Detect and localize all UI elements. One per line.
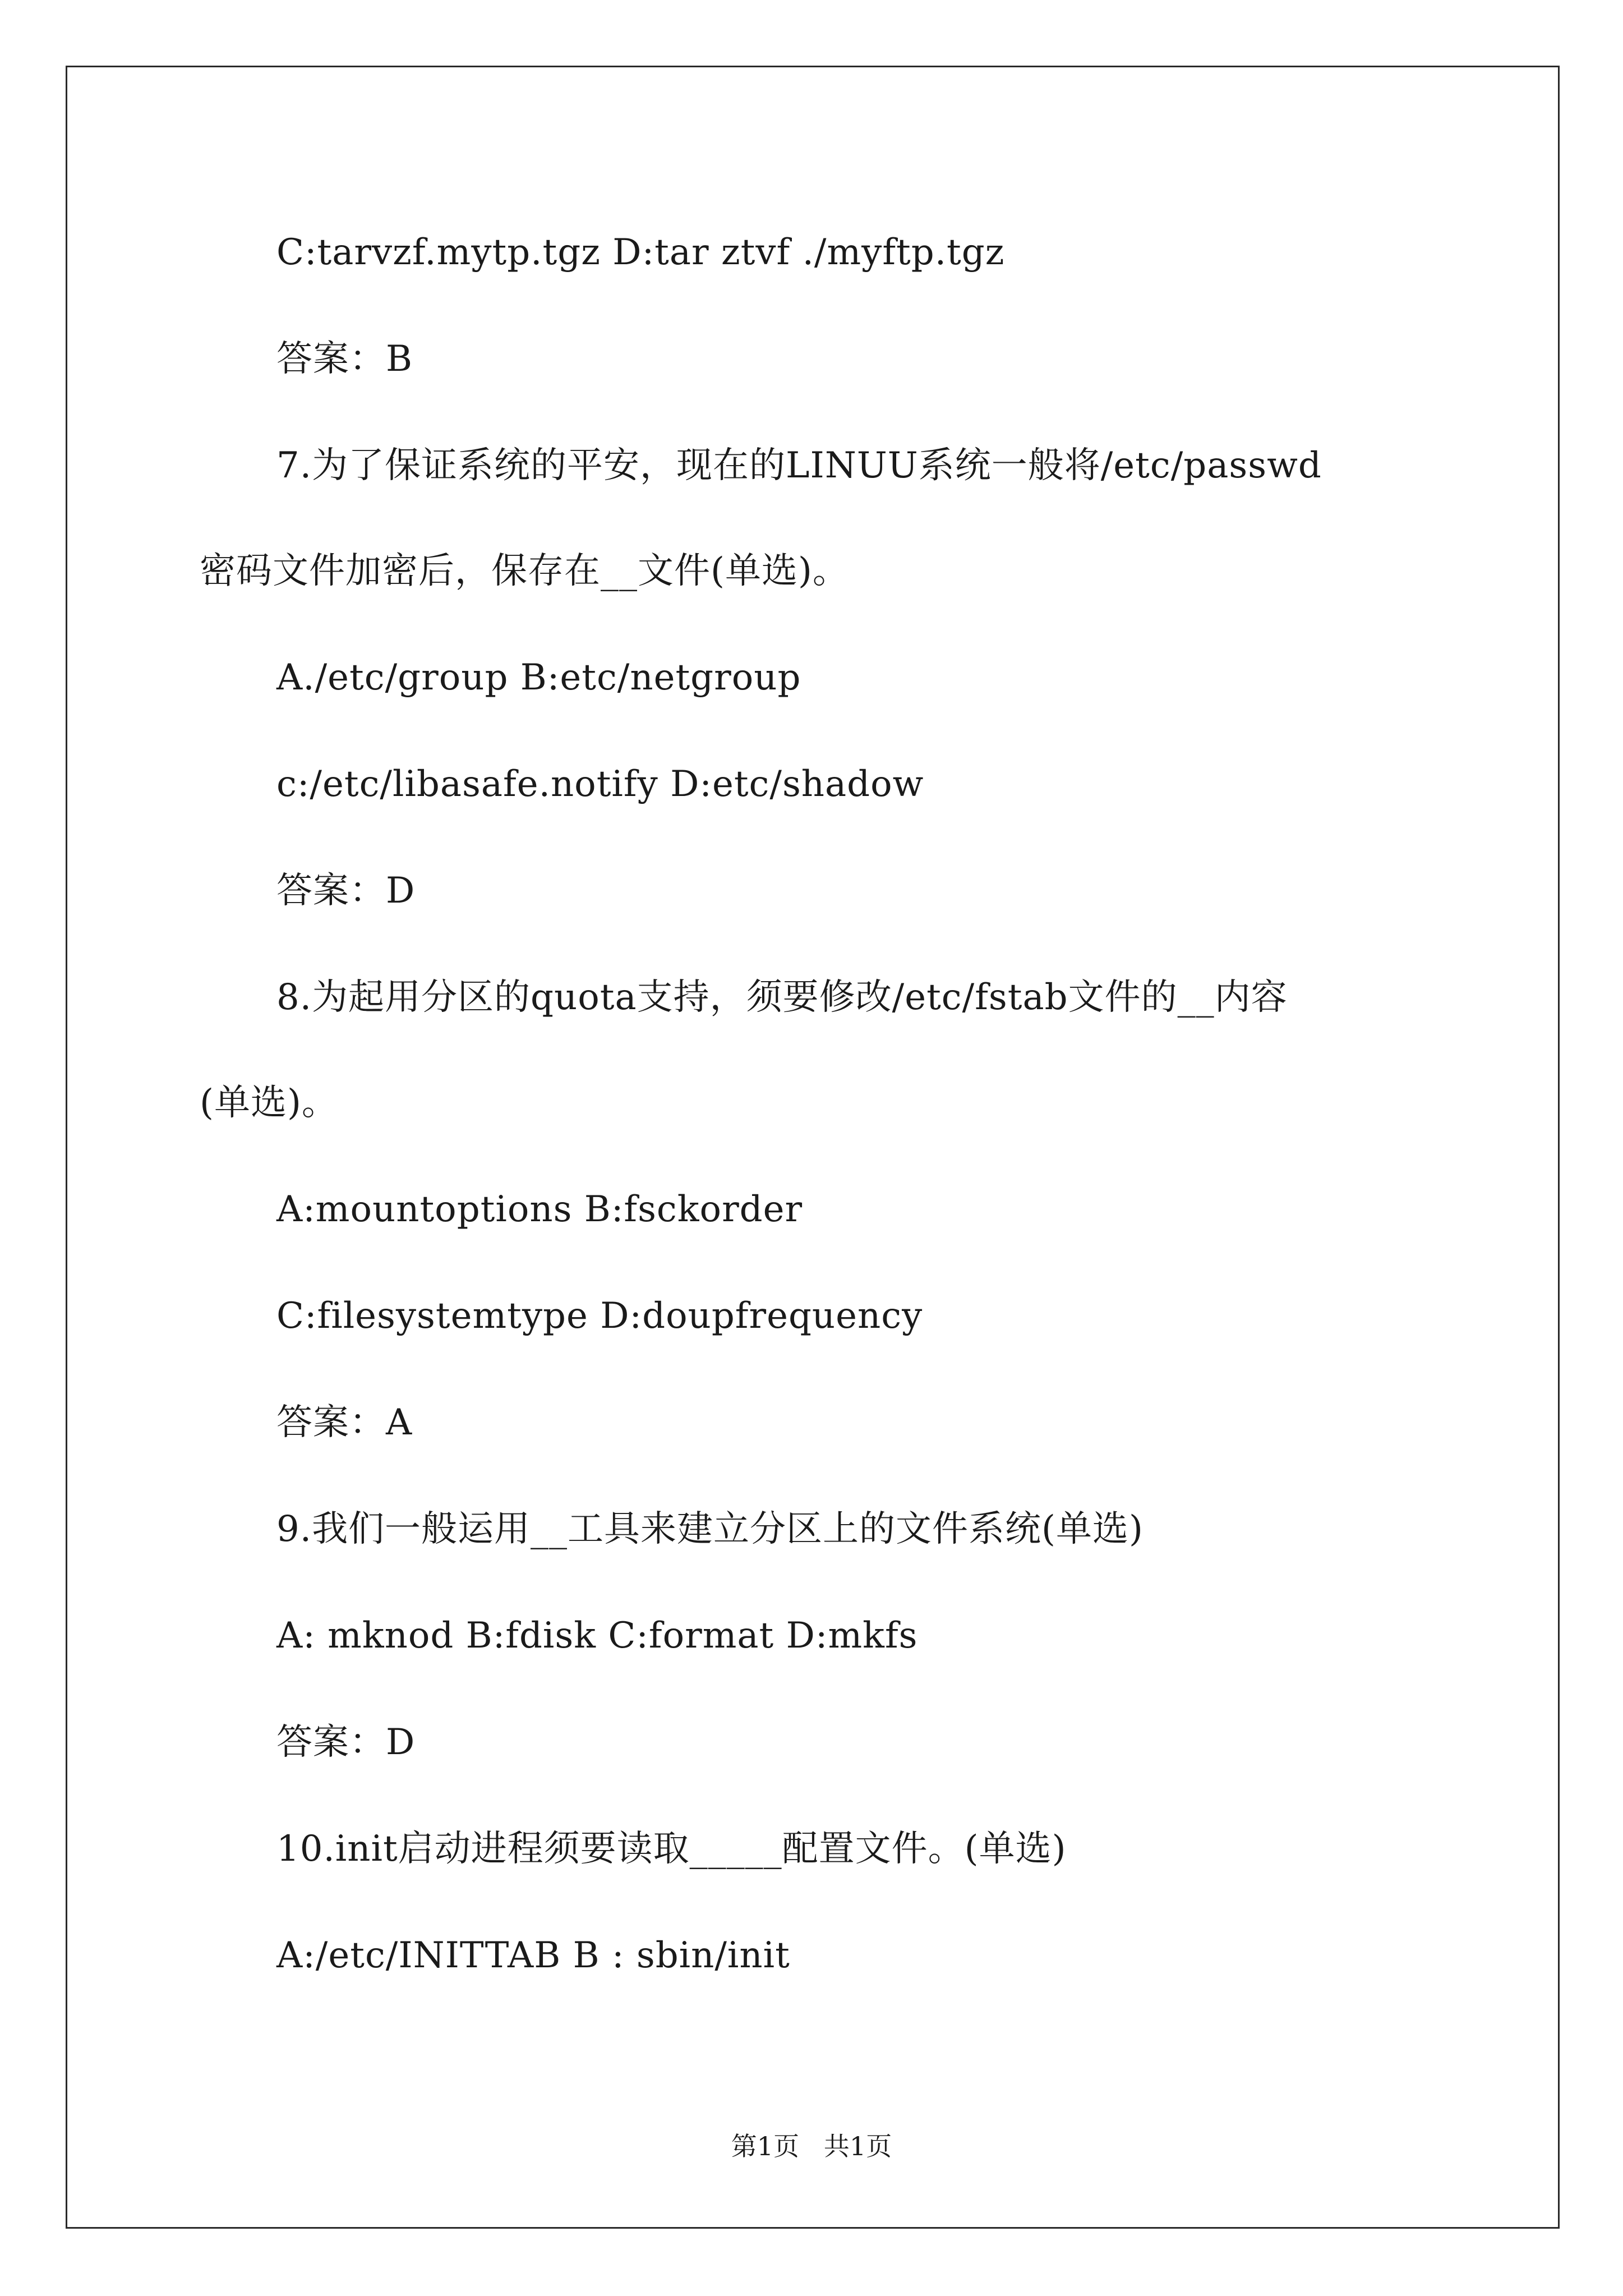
option-line: C:filesystemtype D:doupfrequency: [276, 1295, 923, 1337]
page-number-footer: 第1页 共1页: [731, 2131, 892, 2161]
question-line: 9.我们一般运用__工具来建立分区上的文件系统(单选): [276, 1508, 1144, 1550]
question-line: 10.init启动进程须要读取_____配置文件。(单选): [276, 1828, 1067, 1870]
answer-line: 答案：D: [276, 870, 416, 912]
answer-line: 答案：B: [276, 338, 413, 380]
option-line: c:/etc/libasafe.notify D:etc/shadow: [276, 763, 924, 805]
option-line: A./etc/group B:etc/netgroup: [276, 657, 801, 698]
answer-line: 答案：D: [276, 1722, 416, 1763]
answer-line: 答案：A: [276, 1402, 413, 1443]
question-line: 7.为了保证系统的平安，现在的LINUU系统一般将/etc/passwd: [276, 445, 1322, 486]
question-continuation: 密码文件加密后，保存在__文件(单选)。: [200, 550, 849, 592]
page-border: [66, 66, 1560, 2229]
question-continuation: (单选)。: [200, 1082, 338, 1124]
option-line: C:tarvzf.mytp.tgz D:tar ztvf ./myftp.tgz: [276, 232, 1005, 273]
option-line: A: mknod B:fdisk C:format D:mkfs: [276, 1615, 918, 1657]
option-line: A:mountoptions B:fsckorder: [276, 1189, 803, 1230]
question-line: 8.为起用分区的quota支持，须要修改/etc/fstab文件的__内容: [276, 977, 1288, 1018]
option-line: A:/etc/INITTAB B : sbin/init: [276, 1935, 790, 1976]
